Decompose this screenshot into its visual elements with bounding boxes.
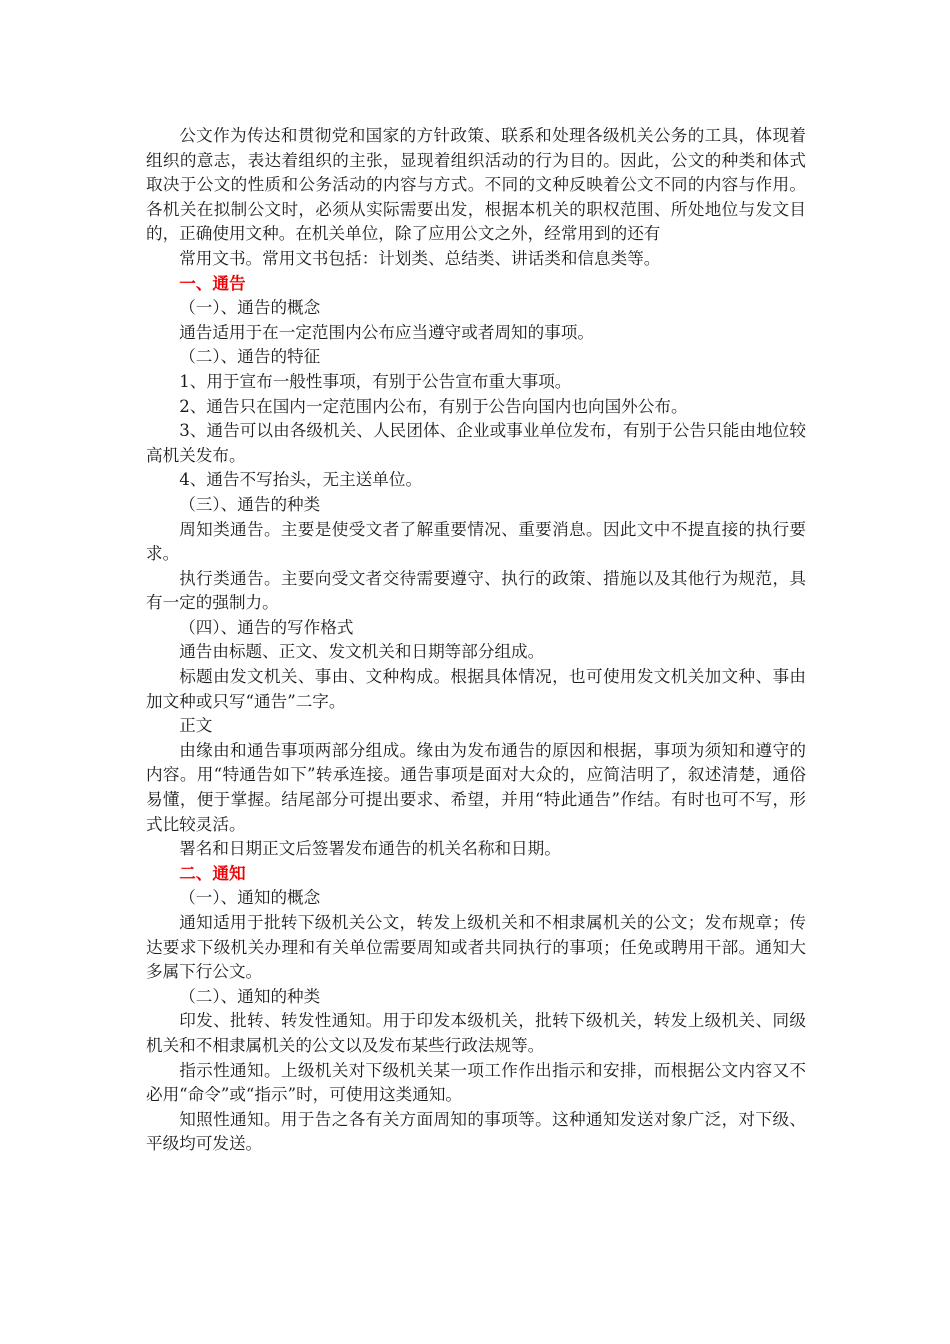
list-item: 4、通告不写抬头，无主送单位。 [179, 470, 423, 490]
paragraph: 周知类通告。主要是使受文者了解重要情况、重要消息。因此文中不提直接的执行要求。 [146, 519, 806, 564]
subsection-heading: （二）、通知的种类 [179, 986, 321, 1006]
paragraph: 通告由标题、正文、发文机关和日期等部分组成。 [179, 642, 545, 662]
paragraph: 通告适用于在一定范围内公布应当遵守或者周知的事项。 [179, 322, 595, 342]
list-item: 2、通告只在国内一定范围内公布，有别于公告向国内也向国外公布。 [179, 396, 688, 416]
paragraph: 标题由发文机关、事由、文种构成。根据具体情况，也可使用发文机关加文种、事由加文种或只写“通告”二字。 [146, 667, 806, 711]
paragraph: 公文作为传达和贯彻党和国家的方针政策、联系和处理各级机关公务的工具，体现着组织的意志，表达着组织的主张，显现着组织活动的行为目的。因此，公文的种类和体式取决于公文的性质和公务活动的内容与方式。不同的文种反映着公文不同的内容与作用。各机关在拟制公文时，必须从实际需要出发，根据本机关的职权范围、所处地位与发文目的，正确使用文种。在机关单位，除了应用公文之外，经常用到的还有 [146, 126, 806, 244]
subsection-heading: （二）、通告的特征 [179, 347, 321, 367]
section-heading: 一、通告 [179, 273, 246, 293]
document-body [146, 124, 806, 1157]
paragraph: 正文 [179, 716, 213, 736]
paragraph: 指示性通知。上级机关对下级机关某一项工作作出指示和安排，而根据公文内容又不必用“命令”或“指示”时，可使用这类通知。 [146, 1060, 806, 1105]
subsection-heading: （四）、通告的写作格式 [179, 617, 354, 637]
paragraph: 常用文书。常用文书包括：计划类、总结类、讲话类和信息类等。 [179, 248, 661, 268]
paragraph: 由缘由和通告事项两部分组成。缘由为发布通告的原因和根据，事项为须知和遵守的内容。用“特通告如下”转承连接。通告事项是面对大众的，应简洁明了，叙述清楚，通俗易懂，便于掌握。结尾部分可提出要求、希望，并用“特此通告”作结。有时也可不写，形式比较灵活。 [146, 740, 806, 834]
paragraph: 知照性通知。用于告之各有关方面周知的事项等。这种通知发送对象广泛，对下级、平级均可发送。 [146, 1109, 806, 1154]
section-heading: 二、通知 [179, 863, 246, 883]
subsection-heading: （一）、通知的概念 [179, 888, 321, 908]
subsection-heading: （三）、通告的种类 [179, 494, 321, 514]
list-item: 3、通告可以由各级机关、人民团体、企业或事业单位发布，有别于公告只能由地位较高机关发布。 [146, 421, 806, 465]
paragraph: 署名和日期正文后签署发布通告的机关名称和日期。 [179, 839, 561, 859]
subsection-heading: （一）、通告的概念 [179, 298, 321, 318]
paragraph: 通知适用于批转下级机关公文，转发上级机关和不相隶属机关的公文；发布规章；传达要求下级机关办理和有关单位需要周知或者共同执行的事项；任免或聘用干部。通知大多属下行公文。 [146, 913, 806, 982]
paragraph: 执行类通告。主要向受文者交待需要遵守、执行的政策、措施以及其他行为规范，具有一定的强制力。 [146, 568, 806, 613]
list-item: 1、用于宣布一般性事项，有别于公告宣布重大事项。 [179, 371, 572, 391]
paragraph: 印发、批转、转发性通知。用于印发本级机关，批转下级机关，转发上级机关、同级机关和不相隶属机关的公文以及发布某些行政法规等。 [146, 1011, 806, 1055]
